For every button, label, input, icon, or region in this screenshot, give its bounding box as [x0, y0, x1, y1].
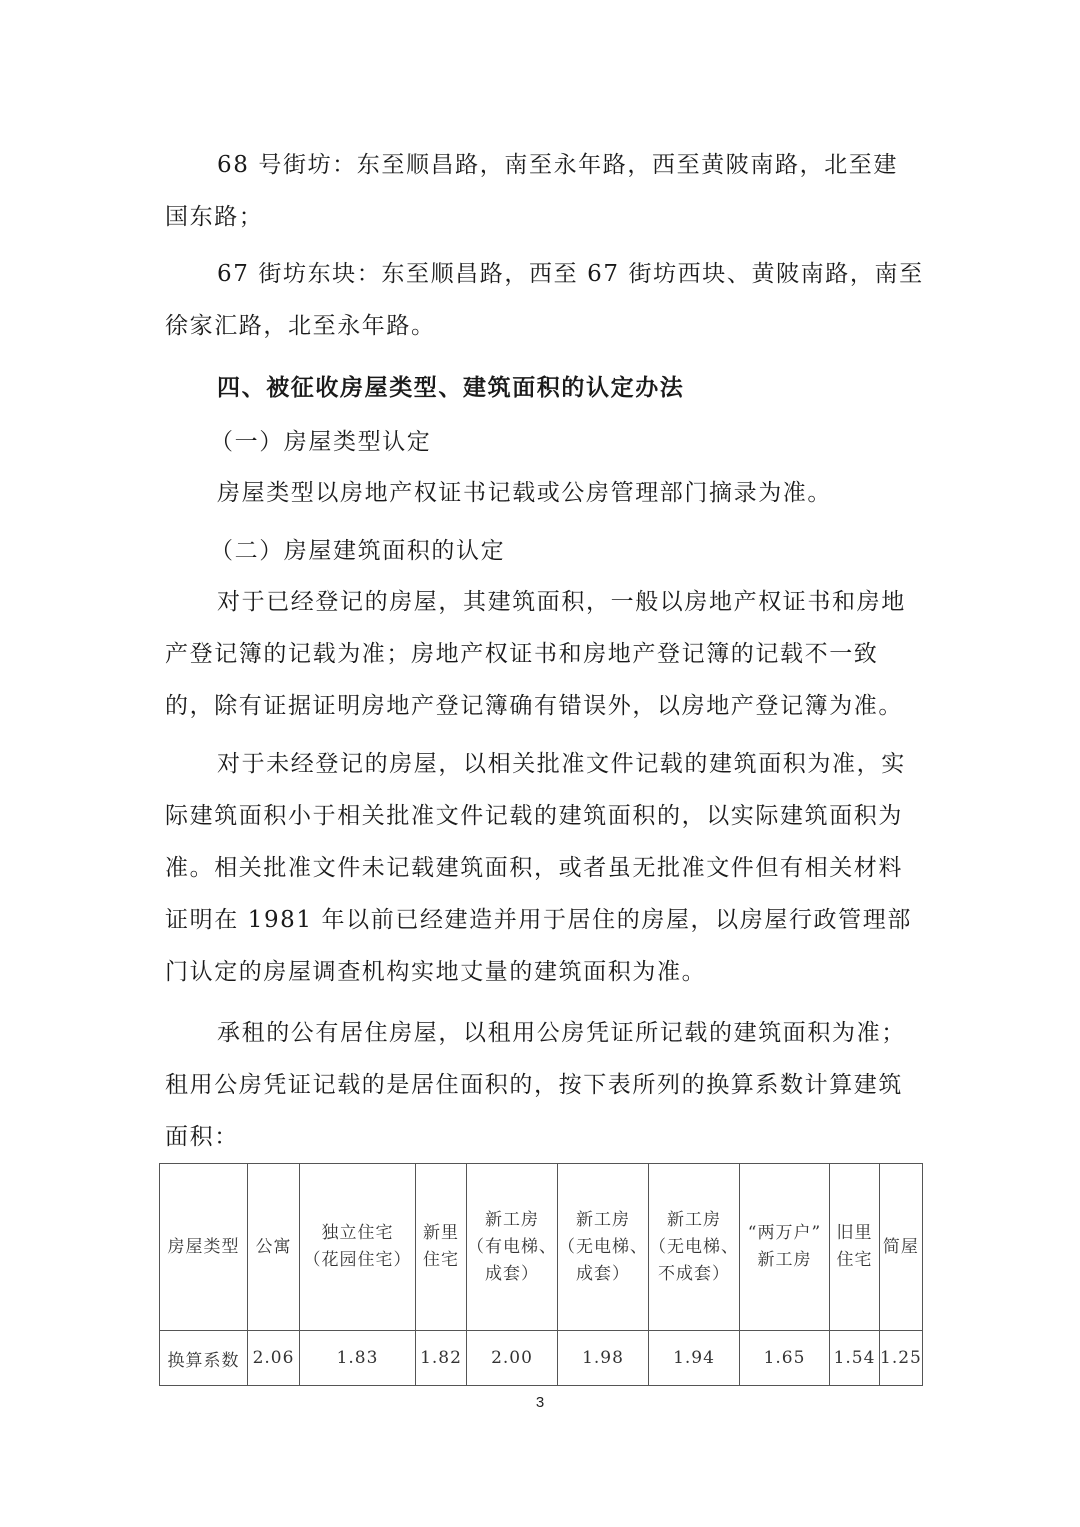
text-line: 承租的公有居住房屋，以租用公房凭证所记载的建筑面积为准；: [217, 1020, 906, 1046]
header-cell: [830, 1164, 880, 1331]
header-cell: [740, 1164, 830, 1331]
text-line: 房屋类型以房地产权证书记载或公房管理部门摘录为准。: [217, 480, 832, 506]
header-line: （无电梯、: [649, 1236, 739, 1257]
section-heading: 四、被征收房屋类型、建筑面积的认定办法: [217, 375, 685, 401]
value-cell: 1.83: [300, 1331, 416, 1386]
row-label-cell: 换算系数: [160, 1331, 248, 1386]
header-line: 新工房: [757, 1250, 812, 1270]
paragraph-public-housing: [165, 1007, 917, 1163]
paragraph-block-68: [165, 139, 917, 243]
header-line: 简屋: [882, 1236, 919, 1257]
header-line: 新工房: [576, 1209, 630, 1230]
value-cell: 2.06: [248, 1331, 300, 1386]
header-line: 住宅: [423, 1250, 459, 1270]
header-line: 公寓: [255, 1236, 292, 1257]
text-line: 产登记簿的记载为准；房地产权证书和房地产登记簿的记载不一致: [165, 641, 879, 667]
text-line: 门认定的房屋调查机构实地丈量的建筑面积为准。: [165, 959, 707, 985]
header-line: （无电梯、: [558, 1236, 648, 1257]
text-line: 67 街坊东块：东至顺昌路，西至 67 街坊西块、黄陂南路，南至: [217, 261, 924, 287]
text-line: 国东路；: [165, 204, 264, 230]
text-line: 对于未经登记的房屋，以相关批准文件记载的建筑面积为准，实: [217, 751, 906, 777]
header-line: 住宅: [836, 1250, 873, 1270]
subsection-heading-2: （二）房屋建筑面积的认定: [210, 538, 506, 564]
header-line: 房屋类型: [167, 1236, 240, 1257]
header-line: 新工房: [485, 1209, 539, 1230]
header-line: 独立住宅: [321, 1223, 394, 1243]
header-cell: [300, 1164, 416, 1331]
text-line: 租用公房凭证记载的是居住面积的，按下表所列的换算系数计算建筑: [165, 1072, 903, 1098]
value-cell: 1.25: [880, 1331, 923, 1386]
header-cell: [558, 1164, 649, 1331]
header-line: （有电梯、: [467, 1236, 557, 1257]
value-cell: 1.98: [558, 1331, 649, 1386]
text-line: 准。相关批准文件未记载建筑面积，或者虽无批准文件但有相关材料: [165, 855, 903, 881]
header-line: 成套）: [576, 1263, 630, 1284]
text-line: 证明在 1981 年以前已经建造并用于居住的房屋，以房屋行政管理部: [165, 907, 912, 933]
header-line: 不成套）: [658, 1263, 730, 1284]
header-line: 成套）: [485, 1263, 539, 1284]
header-line: 旧里: [836, 1223, 873, 1243]
value-cell: 1.82: [416, 1331, 467, 1386]
value-cell: 1.65: [740, 1331, 830, 1386]
header-cell: [160, 1164, 248, 1331]
paragraph-house-type: [165, 467, 917, 519]
paragraph-block-67: [165, 248, 924, 352]
subsection-heading-1: （一）房屋类型认定: [210, 429, 432, 455]
paragraph-registered: [165, 576, 917, 732]
text-line: 的，除有证据证明房地产登记簿确有错误外，以房地产登记簿为准。: [165, 693, 903, 719]
header-line: “两万户”: [747, 1223, 822, 1243]
value-cell: 2.00: [467, 1331, 558, 1386]
table-header-row: [160, 1164, 923, 1331]
value-cell: 1.54: [830, 1331, 880, 1386]
header-cell: [880, 1164, 923, 1331]
header-cell: [416, 1164, 467, 1331]
text-line: 对于已经登记的房屋，其建筑面积，一般以房地产权证书和房地: [217, 589, 906, 615]
text-line: 面积：: [165, 1124, 239, 1150]
value-cell: 1.94: [649, 1331, 740, 1386]
text-line: 际建筑面积小于相关批准文件记载的建筑面积的，以实际建筑面积为: [165, 803, 903, 829]
text-line: 徐家汇路，北至永年路。: [165, 313, 436, 339]
paragraph-unregistered: [165, 738, 917, 998]
table-row: [160, 1331, 923, 1386]
header-line: （花园住宅）: [303, 1250, 412, 1270]
conversion-coefficient-table: [159, 1163, 923, 1386]
header-cell: [248, 1164, 300, 1331]
header-line: 新里: [423, 1223, 459, 1243]
header-cell: [467, 1164, 558, 1331]
header-cell: [649, 1164, 740, 1331]
header-line: 新工房: [667, 1209, 721, 1230]
text-line: 68 号街坊：东至顺昌路，南至永年路，西至黄陂南路，北至建: [217, 152, 898, 178]
page-number: 3: [535, 1394, 545, 1411]
